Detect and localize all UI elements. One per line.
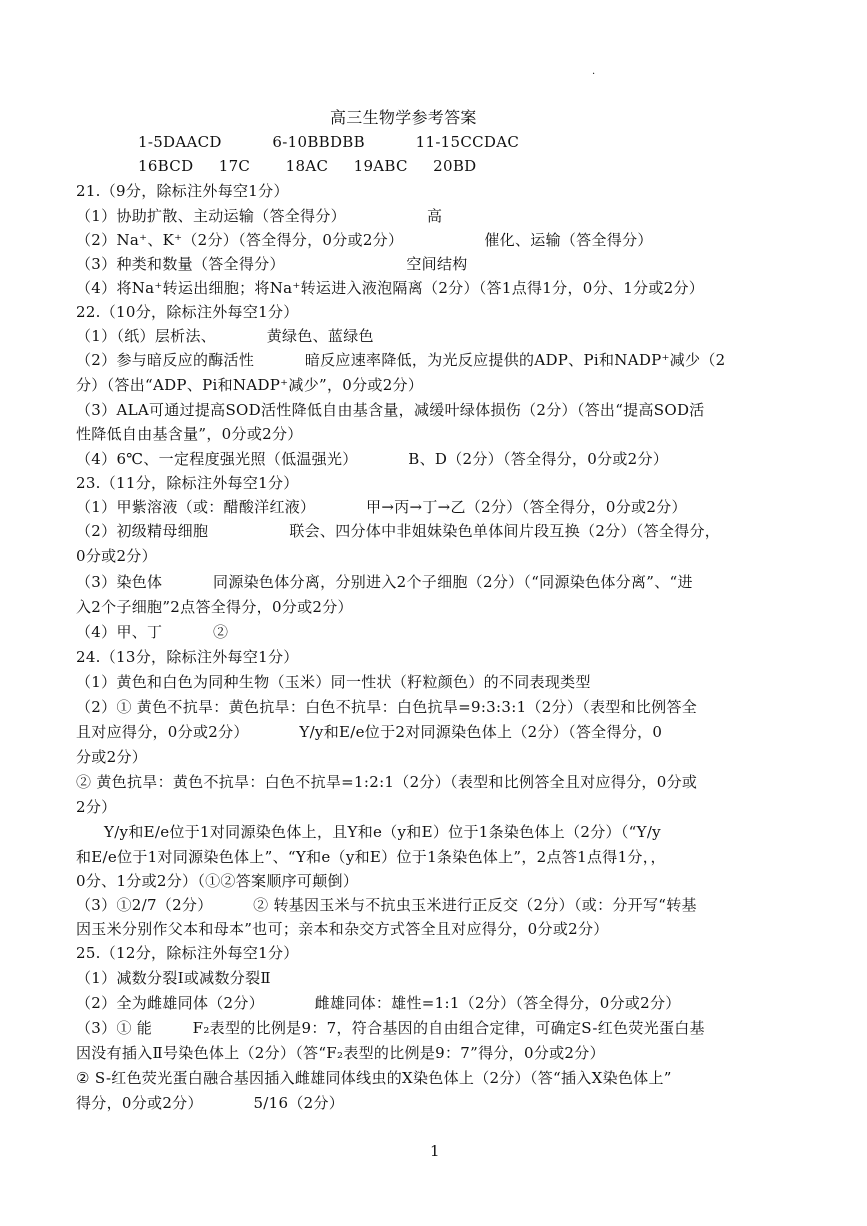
answer-line: 2分） <box>76 798 117 816</box>
answer-line: 因没有插入Ⅱ号染色体上（2分）（答“F₂表型的比例是9：7”得分，0分或2分） <box>76 1044 605 1062</box>
answer-line: 且对应得分，0分或2分） Y/y和E/e位于2对同源染色体上（2分）（答全得分，0 <box>76 723 663 741</box>
answer-line: 0分、1分或2分）（①②答案顺序可颠倒） <box>76 872 359 890</box>
answer-line: 性降低自由基含量”，0分或2分） <box>76 425 303 443</box>
page-title: 高三生物学参考答案 <box>330 108 477 127</box>
q25-header: 25.（12分，除标注外每空1分） <box>76 944 299 962</box>
answer-line: （3）染色体 同源染色体分离，分别进入2个子细胞（2分）（“同源染色体分离”、“进 <box>76 573 693 591</box>
mc-answers-row-1: 1-5DAACD 6-10BBDBB 11-15CCDAC <box>138 133 520 151</box>
q24-header: 24.（13分，除标注外每空1分） <box>76 648 299 666</box>
answer-line: （2）Na⁺、K⁺（2分）（答全得分，0分或2分） 催化、运输（答全得分） <box>76 231 653 249</box>
answer-line: （3）①2/7（2分） ② 转基因玉米与不抗虫玉米进行正反交（2分）（或：分开写“转基 <box>76 896 697 914</box>
answer-line: ② S-红色荧光蛋白融合基因插入雌雄同体线虫的X染色体上（2分）（答“插入X染色体上” <box>76 1069 672 1087</box>
answer-line: （1）黄色和白色为同种生物（玉米）同一性状（籽粒颜色）的不同表现类型 <box>76 673 591 691</box>
answer-line: （2）① 黄色不抗旱：黄色抗旱：白色不抗旱：白色抗旱=9:3:3:1（2分）（表型和比例答全 <box>76 698 698 716</box>
answer-line: （2）全为雌雄同体（2分） 雌雄同体：雄性=1:1（2分）（答全得分，0分或2分） <box>76 994 681 1012</box>
answer-line: （4）甲、丁 ② <box>76 623 229 641</box>
q22-header: 22.（10分，除标注外每空1分） <box>76 303 299 321</box>
answer-line: 入2个子细胞”2点答全得分，0分或2分） <box>76 598 353 616</box>
answer-line: （3）① 能 F₂表型的比例是9：7，符合基因的自由组合定律，可确定S-红色荧光蛋白基 <box>76 1019 705 1037</box>
answer-line: （3）ALA可通过提高SOD活性降低自由基含量，减缓叶绿体损伤（2分）（答出“提高SOD活 <box>76 401 705 419</box>
answer-line: （1）甲紫溶液（或：醋酸洋红液） 甲→丙→丁→乙（2分）（答全得分，0分或2分） <box>76 498 687 516</box>
answer-line: 0分或2分） <box>76 547 157 565</box>
answer-line: 分）（答出“ADP、Pi和NADP⁺减少”，0分或2分） <box>76 376 424 394</box>
answer-line: （4）6℃、一定程度强光照（低温强光） B、D（2分）（答全得分，0分或2分） <box>76 450 669 468</box>
answer-line: 得分，0分或2分） 5/16（2分） <box>76 1094 345 1112</box>
scan-dot: . <box>592 66 596 77</box>
answer-line: 和E/e位于1对同源染色体上”、“Y和e（y和E）位于1条染色体上”，2点答1点得1分，， <box>76 848 666 866</box>
answer-line: （1）减数分裂Ⅰ或减数分裂Ⅱ <box>76 969 271 987</box>
answer-line: （3）种类和数量（答全得分） 空间结构 <box>76 255 468 273</box>
q23-header: 23.（11分，除标注外每空1分） <box>76 474 299 492</box>
answer-line: （1）协助扩散、主动运输（答全得分） 高 <box>76 207 443 225</box>
answer-line: Y/y和E/e位于1对同源染色体上，且Y和e（y和E）位于1条染色体上（2分）（“Y/y <box>104 823 661 841</box>
answer-line: （4）将Na⁺转运出细胞；将Na⁺转运进入液泡隔离（2分）（答1点得1分，0分、1分或2分） <box>76 279 705 297</box>
answer-line: 因玉米分别作父本和母本”也可；亲本和杂交方式答全且对应得分，0分或2分） <box>76 920 609 938</box>
answer-line: ② 黄色抗旱：黄色不抗旱：白色不抗旱=1:2:1（2分）（表型和比例答全且对应得分，0分或 <box>76 773 698 791</box>
answer-line: （2）初级精母细胞 联会、四分体中非姐妹染色单体间片段互换（2分）（答全得分， <box>76 522 721 540</box>
page-number: 1 <box>430 1142 440 1160</box>
answer-line: （2）参与暗反应的酶活性 暗反应速率降低，为光反应提供的ADP、Pi和NADP⁺减少（2 <box>76 351 726 369</box>
mc-answers-row-2: 16BCD 17C 18AC 19ABC 20BD <box>138 157 477 175</box>
q21-header: 21.（9分，除标注外每空1分） <box>76 182 289 200</box>
answer-line: 分或2分） <box>76 748 148 766</box>
answer-line: （1）（纸）层析法、 黄绿色、蓝绿色 <box>76 327 374 345</box>
